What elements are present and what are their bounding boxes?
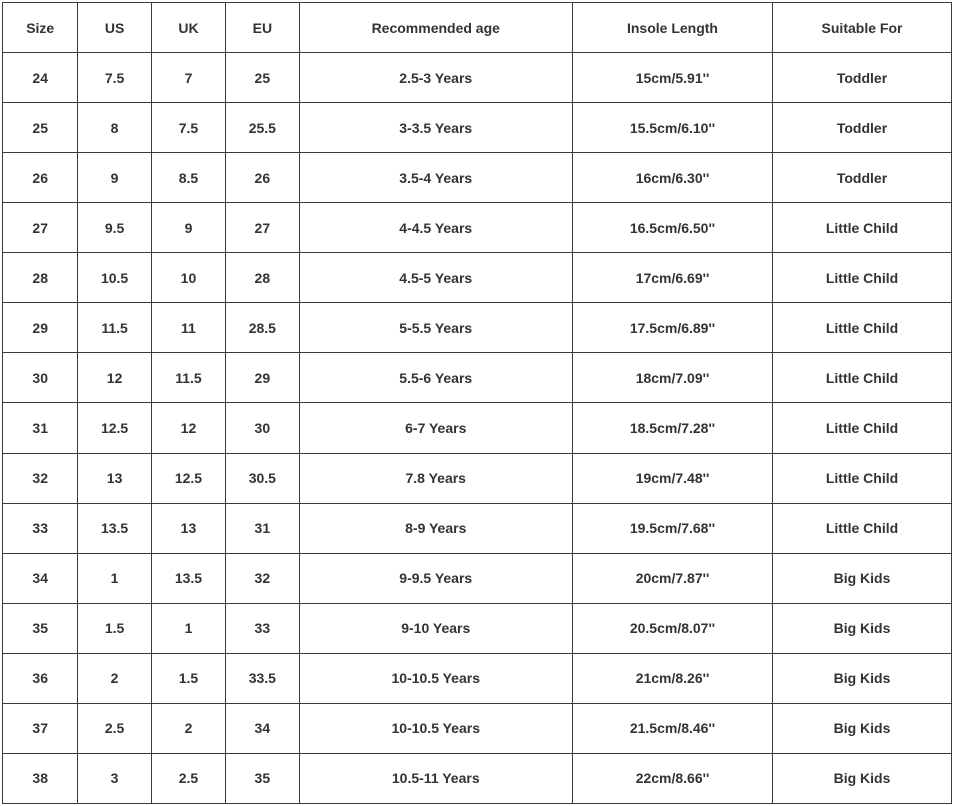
cell-size: 30 [3,353,78,403]
cell-suitable-for: Little Child [773,303,952,353]
cell-size: 26 [3,153,78,203]
cell-size: 25 [3,103,78,153]
cell-us: 10.5 [78,253,151,303]
cell-insole-length: 20.5cm/8.07'' [572,603,772,653]
table-row [3,453,952,503]
cell-eu: 28 [226,253,299,303]
cell-suitable-for: Big Kids [773,603,952,653]
cell-eu: 31 [226,503,299,553]
cell-recommended-age: 4-4.5 Years [299,203,572,253]
table-row [3,603,952,653]
cell-recommended-age: 10-10.5 Years [299,703,572,753]
cell-recommended-age: 6-7 Years [299,403,572,453]
cell-eu: 34 [226,703,299,753]
table-row [3,103,952,153]
cell-eu: 25.5 [226,103,299,153]
cell-recommended-age: 3.5-4 Years [299,153,572,203]
cell-suitable-for: Big Kids [773,553,952,603]
cell-size: 36 [3,653,78,703]
header-row [3,3,952,53]
cell-suitable-for: Little Child [773,203,952,253]
cell-us: 9.5 [78,203,151,253]
cell-eu: 25 [226,53,299,103]
cell-recommended-age: 8-9 Years [299,503,572,553]
cell-recommended-age: 9-10 Years [299,603,572,653]
table-row [3,153,952,203]
cell-insole-length: 15.5cm/6.10'' [572,103,772,153]
cell-us: 1 [78,553,151,603]
cell-insole-length: 19cm/7.48'' [572,453,772,503]
cell-eu: 27 [226,203,299,253]
cell-size: 38 [3,753,78,803]
header-suitable-for: Suitable For [773,3,952,53]
cell-uk: 1.5 [151,653,225,703]
cell-insole-length: 16cm/6.30'' [572,153,772,203]
cell-us: 2.5 [78,703,151,753]
table-row [3,303,952,353]
cell-uk: 12 [151,403,225,453]
cell-uk: 7 [151,53,225,103]
cell-us: 13 [78,453,151,503]
table-row [3,753,952,803]
cell-uk: 11 [151,303,225,353]
header-insole-length: Insole Length [572,3,772,53]
cell-uk: 10 [151,253,225,303]
cell-size: 34 [3,553,78,603]
cell-recommended-age: 5.5-6 Years [299,353,572,403]
cell-suitable-for: Little Child [773,253,952,303]
table-row [3,53,952,103]
cell-uk: 9 [151,203,225,253]
cell-recommended-age: 9-9.5 Years [299,553,572,603]
cell-insole-length: 17.5cm/6.89'' [572,303,772,353]
table-body [3,53,952,804]
cell-suitable-for: Toddler [773,103,952,153]
cell-eu: 33 [226,603,299,653]
cell-uk: 2.5 [151,753,225,803]
cell-suitable-for: Big Kids [773,753,952,803]
cell-size: 29 [3,303,78,353]
cell-recommended-age: 7.8 Years [299,453,572,503]
size-chart-table [2,2,952,804]
cell-us: 2 [78,653,151,703]
cell-uk: 7.5 [151,103,225,153]
cell-insole-length: 21.5cm/8.46'' [572,703,772,753]
cell-insole-length: 16.5cm/6.50'' [572,203,772,253]
header-us: US [78,3,151,53]
table-row [3,403,952,453]
cell-insole-length: 21cm/8.26'' [572,653,772,703]
header-recommended-age: Recommended age [299,3,572,53]
cell-uk: 2 [151,703,225,753]
cell-insole-length: 18.5cm/7.28'' [572,403,772,453]
cell-size: 24 [3,53,78,103]
cell-uk: 12.5 [151,453,225,503]
table-row [3,203,952,253]
cell-eu: 29 [226,353,299,403]
cell-recommended-age: 2.5-3 Years [299,53,572,103]
table-row [3,253,952,303]
cell-size: 37 [3,703,78,753]
cell-eu: 35 [226,753,299,803]
cell-us: 3 [78,753,151,803]
table-row [3,553,952,603]
cell-us: 12 [78,353,151,403]
cell-size: 28 [3,253,78,303]
cell-us: 8 [78,103,151,153]
table-row [3,653,952,703]
cell-size: 33 [3,503,78,553]
cell-us: 7.5 [78,53,151,103]
cell-insole-length: 20cm/7.87'' [572,553,772,603]
cell-eu: 30.5 [226,453,299,503]
table-row [3,353,952,403]
table-header [3,3,952,53]
cell-uk: 11.5 [151,353,225,403]
cell-eu: 32 [226,553,299,603]
cell-uk: 8.5 [151,153,225,203]
cell-insole-length: 15cm/5.91'' [572,53,772,103]
cell-suitable-for: Little Child [773,403,952,453]
cell-size: 32 [3,453,78,503]
cell-suitable-for: Little Child [773,353,952,403]
header-eu: EU [226,3,299,53]
cell-uk: 1 [151,603,225,653]
cell-eu: 26 [226,153,299,203]
cell-uk: 13.5 [151,553,225,603]
cell-us: 12.5 [78,403,151,453]
cell-eu: 33.5 [226,653,299,703]
cell-insole-length: 19.5cm/7.68'' [572,503,772,553]
cell-eu: 30 [226,403,299,453]
cell-insole-length: 17cm/6.69'' [572,253,772,303]
cell-us: 11.5 [78,303,151,353]
cell-size: 27 [3,203,78,253]
cell-us: 13.5 [78,503,151,553]
cell-recommended-age: 5-5.5 Years [299,303,572,353]
cell-suitable-for: Little Child [773,453,952,503]
cell-size: 35 [3,603,78,653]
cell-recommended-age: 10.5-11 Years [299,753,572,803]
cell-insole-length: 18cm/7.09'' [572,353,772,403]
cell-suitable-for: Big Kids [773,653,952,703]
cell-insole-length: 22cm/8.66'' [572,753,772,803]
header-size: Size [3,3,78,53]
cell-recommended-age: 3-3.5 Years [299,103,572,153]
header-uk: UK [151,3,225,53]
cell-uk: 13 [151,503,225,553]
cell-size: 31 [3,403,78,453]
cell-recommended-age: 4.5-5 Years [299,253,572,303]
table-row [3,703,952,753]
cell-suitable-for: Little Child [773,503,952,553]
cell-eu: 28.5 [226,303,299,353]
cell-recommended-age: 10-10.5 Years [299,653,572,703]
cell-suitable-for: Toddler [773,53,952,103]
cell-suitable-for: Toddler [773,153,952,203]
cell-suitable-for: Big Kids [773,703,952,753]
table-row [3,503,952,553]
cell-us: 1.5 [78,603,151,653]
cell-us: 9 [78,153,151,203]
